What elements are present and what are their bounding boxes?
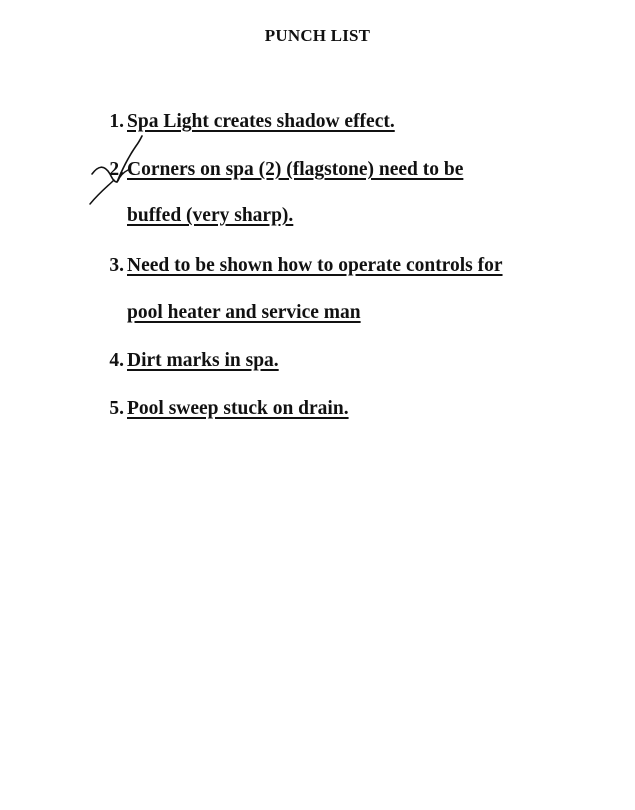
- punch-item-4-text: Dirt marks in spa.: [127, 350, 279, 371]
- punch-item-2-line-1: [127, 159, 463, 181]
- punch-item-3-line-2: [127, 302, 361, 324]
- punch-item-5-line-1: [127, 398, 349, 420]
- item-number-3: 3.: [109, 255, 124, 276]
- handwritten-checkmark-icon: [84, 130, 144, 210]
- page-title: PUNCH LIST: [264, 26, 371, 45]
- punch-item-4-line-1: [127, 350, 279, 372]
- punch-item-3-text-cont: pool heater and service man: [127, 302, 361, 323]
- punch-item-1-text: Spa Light creates shadow effect.: [127, 111, 395, 132]
- punch-item-2-text: Corners on spa (2) (flagstone) need to be: [127, 159, 464, 180]
- punch-item-2-line-2: [127, 205, 293, 227]
- item-number-4: 4.: [109, 350, 124, 371]
- item-number-5: 5.: [109, 398, 124, 419]
- item-number-1: 1.: [109, 111, 124, 132]
- punch-item-1-line-1: [127, 111, 395, 133]
- punch-item-3-text: Need to be shown how to operate controls for: [127, 255, 503, 276]
- punch-item-2-text-cont: buffed (very sharp).: [127, 205, 294, 226]
- punch-item-3-line-1: [127, 255, 503, 277]
- punch-item-5-text: Pool sweep stuck on drain.: [127, 398, 349, 419]
- item-number-2: 2.: [109, 159, 124, 180]
